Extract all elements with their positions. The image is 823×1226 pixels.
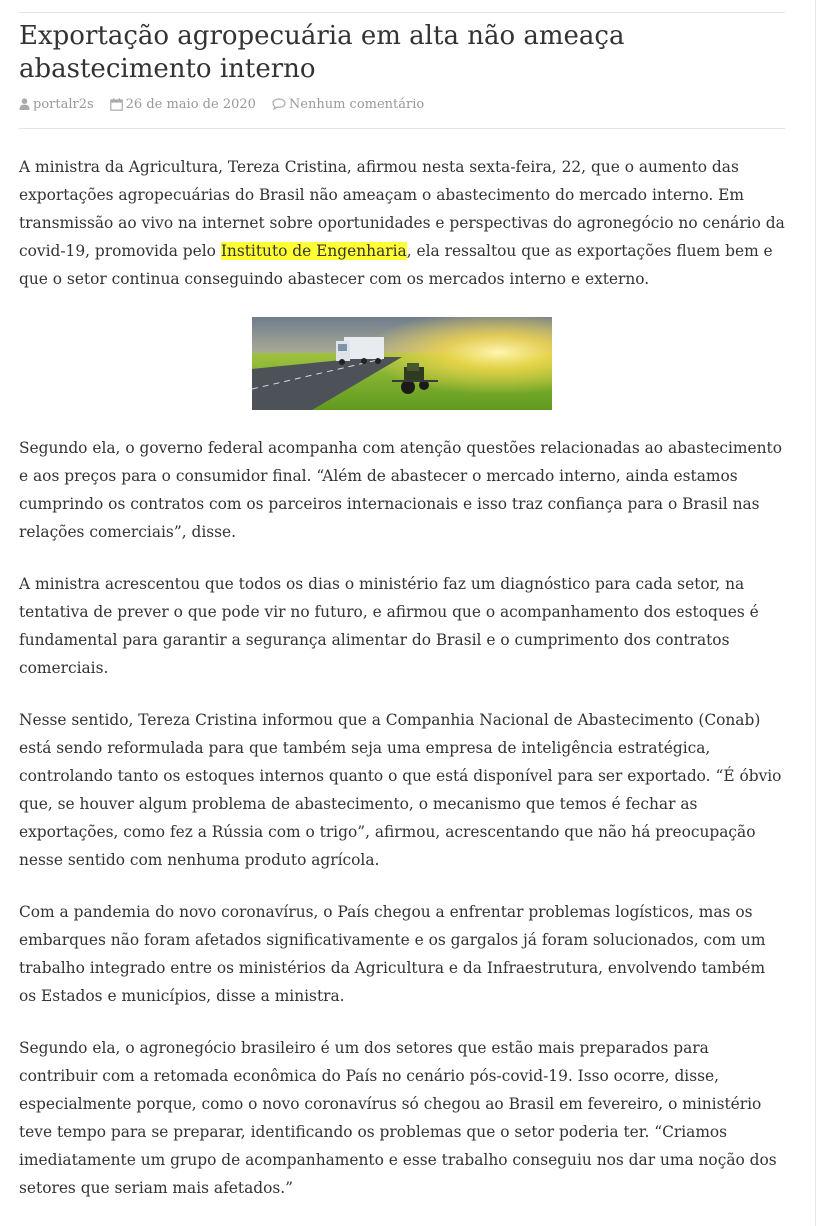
date-link[interactable] [110, 97, 256, 112]
article-title: Exportação agropecuária em alta não ameaça abastecimento interno [19, 21, 625, 84]
paragraph-3: A ministra acrescentou que todos os dias o ministério faz um diagnóstico para cada setor, na tentativa de prever o que pode vir no futuro, e afirmou que o acompanhamento dos estoques é fundamental para garantir a segurança alimentar do Brasil e o cumprimento dos contratos comerciais. [19, 575, 759, 677]
page-edge-divider [815, 0, 816, 1226]
paragraph-5: Com a pandemia do novo coronavírus, o País chegou a enfrentar problemas logísticos, mas os embarques não foram afetados significativamente e os gargalos já foram solucionados, com um trabalho integrado entre os ministérios da Agricultura e da Infraestrutura, envolvendo também os Estados e municípios, disse a ministra. [19, 903, 766, 1005]
paragraph-1 [19, 153, 785, 293]
truck-tractor-field-image [252, 317, 552, 410]
paragraph-1-text-b: , ela ressaltou que as exportações fluem bem e que o setor continua conseguindo abastecer com os mercados interno e externo. [19, 242, 773, 288]
author-name: portalr2s [33, 96, 94, 112]
instituto-engenharia-link[interactable]: Instituto de Engenharia [220, 242, 407, 260]
calendar-icon [110, 98, 123, 111]
paragraph-4: Nesse sentido, Tereza Cristina informou que a Companhia Nacional de Abastecimento (Conab) está sendo reformulada para que também seja uma empresa de inteligência estratégica, controlando tanto os estoques internos quanto o que está disponível para ser exportado. “É óbvio que, se houver algum problema de abastecimento, o mecanismo que temos é fechar as exportações, como fez a Rússia com o trigo”, afirmou, acrescentando que não há preocupação nesse sentido com nenhuma produto agrícola. [19, 711, 782, 869]
author-link[interactable] [19, 97, 94, 112]
article-meta [19, 94, 440, 114]
paragraph-6: Segundo ela, o agronegócio brasileiro é um dos setores que estão mais preparados para contribuir com a retomada econômica do País no cenário pós-covid-19. Isso ocorre, disse, especialmente porque, como o novo coronavírus só chegou ao Brasil em fevereiro, o ministério teve tempo para se preparar, identificando os problemas que o setor poderia ter. “Criamos imediatamente um grupo de acompanhamento e esse trabalho conseguiu nos dar uma noção dos setores que seriam mais afetados.” [19, 1039, 777, 1197]
comments-link[interactable] [272, 97, 424, 112]
meta-divider [19, 128, 785, 129]
comment-icon [272, 98, 286, 110]
paragraph-1-text-a: A ministra da Agricultura, Tereza Cristina, afirmou nesta sexta-feira, 22, que o aumento das exportações agropecuárias do Brasil não ameaçam o abastecimento do mercado interno. Em transmissão ao vivo na internet sobre oportunidades e perspectivas do agronegócio no cenário da covid-19, promovida pelo [19, 158, 785, 260]
article-body [19, 153, 785, 1226]
paragraph-2: Segundo ela, o governo federal acompanha com atenção questões relacionadas ao abastecimento e aos preços para o consumidor final. “Além de abastecer o mercado interno, ainda estamos cumprindo os contratos com os parceiros internacionais e isso traz confiança para o Brasil nas relações comerciais”, disse. [19, 439, 782, 541]
user-icon [19, 98, 30, 110]
comment-count: Nenhum comentário [288, 96, 425, 112]
article-image [252, 317, 552, 410]
post-date: 26 de maio de 2020 [125, 96, 256, 112]
top-divider [19, 12, 785, 13]
